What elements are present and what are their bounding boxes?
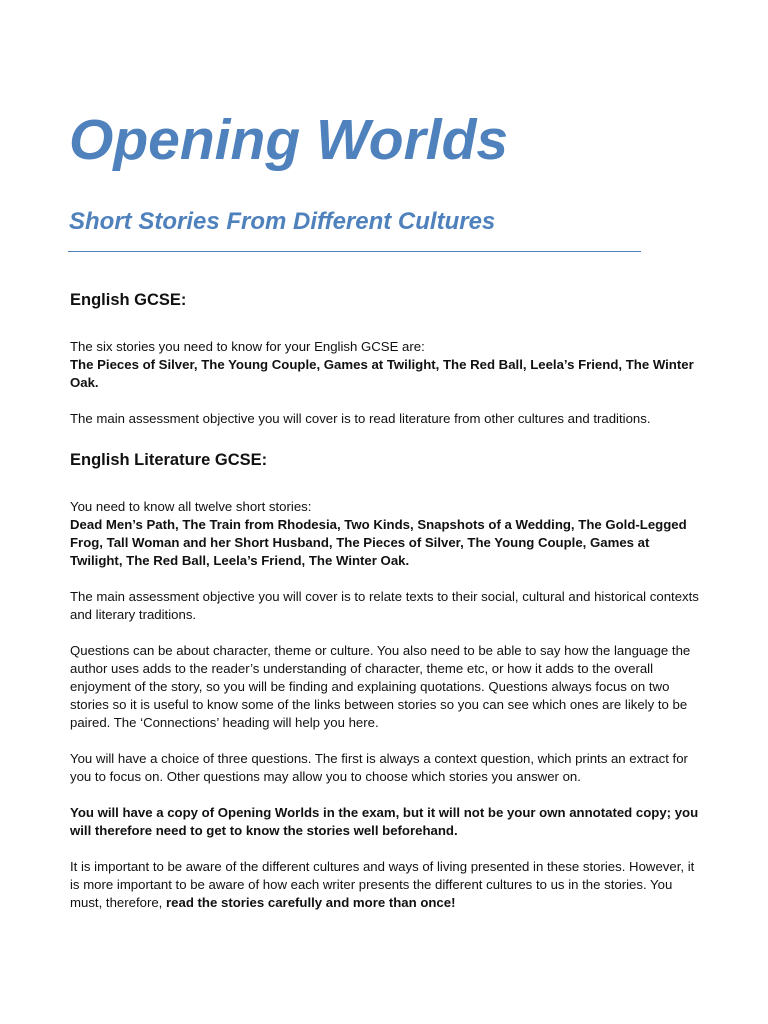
gcse-objective: The main assessment objective you will cover is to read literature from other cultures and traditions. xyxy=(70,411,651,426)
choice-paragraph: You will have a choice of three questions. The first is always a context question, which prints an extract for you to focus on. Other questions may allow you to choose which stories you answer on. xyxy=(70,751,688,784)
title-divider xyxy=(68,251,641,252)
exam-copy-note: You will have a copy of Opening Worlds in the exam, but it will not be your own annotated copy; you will therefore need to get to know the stories well beforehand. xyxy=(70,805,699,838)
gcse-heading: English GCSE: xyxy=(70,291,187,309)
literature-objective: The main assessment objective you will cover is to relate texts to their social, cultural and historical contexts and literary traditions. xyxy=(70,589,699,622)
literature-story-list: Dead Men’s Path, The Train from Rhodesia, Two Kinds, Snapshots of a Wedding, The Gold-Legged Frog, Tall Woman and her Short Husband, The Pieces of Silver, The Young Couple, Games at Twilight, The Red Ball, Leela’s Friend, The Winter Oak. xyxy=(70,517,687,568)
gcse-intro: The six stories you need to know for your English GCSE are: xyxy=(70,339,425,354)
document-body xyxy=(70,288,700,912)
cultures-paragraph xyxy=(70,858,700,912)
document-title: Opening Worlds xyxy=(69,108,509,172)
literature-heading: English Literature GCSE: xyxy=(70,451,268,469)
document-subtitle: Short Stories From Different Cultures xyxy=(69,208,496,235)
cultures-text: It is important to be aware of the different cultures and ways of living presented in these stories. However, it is more important to be aware of how each writer presents the different cultures to us in the stories. You must, therefore, xyxy=(70,859,695,910)
literature-intro: You need to know all twelve short stories: xyxy=(70,499,312,514)
cultures-emphasis: read the stories carefully and more than once! xyxy=(166,895,456,910)
gcse-story-list: The Pieces of Silver, The Young Couple, Games at Twilight, The Red Ball, Leela’s Friend, The Winter Oak. xyxy=(70,357,694,390)
questions-paragraph: Questions can be about character, theme or culture. You also need to be able to say how the language the author uses adds to the reader’s understanding of character, theme etc, or how it adds to the overall enjoyment of the story, so you will be finding and explaining quotations. Questions always focus on two stories so it is useful to know some of the links between stories so you can see which ones are likely to be paired. The ‘Connections’ heading will help you here. xyxy=(70,643,691,730)
